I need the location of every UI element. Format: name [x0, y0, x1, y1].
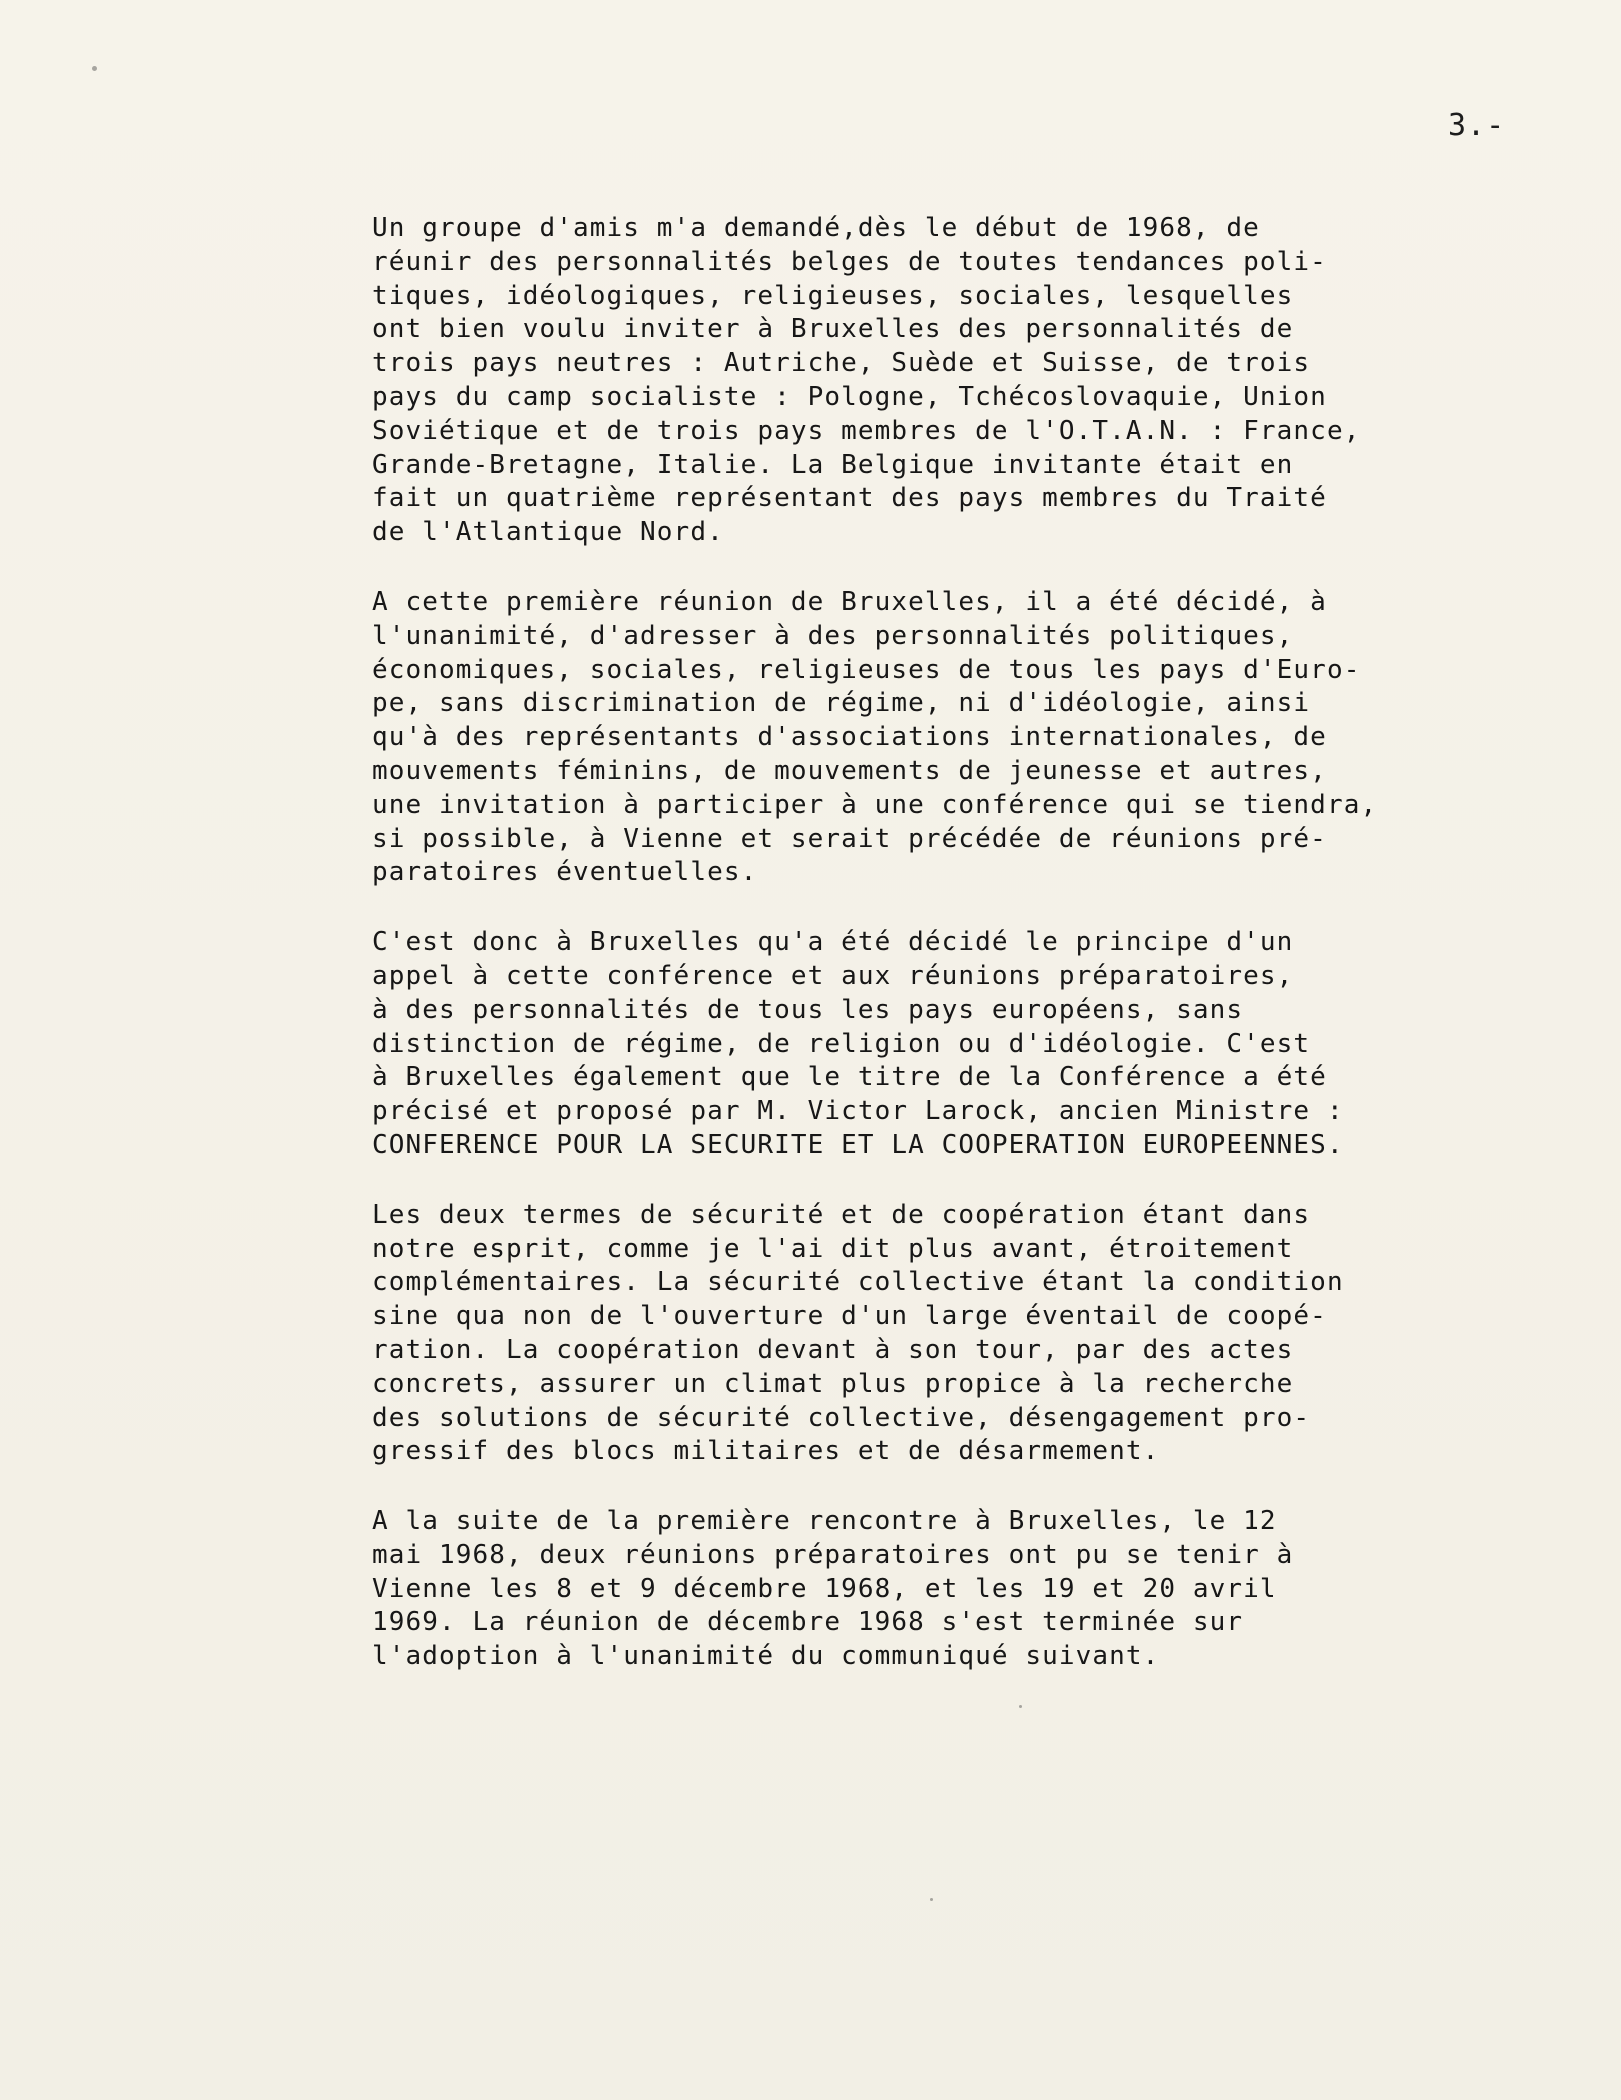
- text-line: mai 1968, deux réunions préparatoires ont pu se tenir à: [372, 1539, 1294, 1570]
- text-line: Grande-Bretagne, Italie. La Belgique invitante était en: [372, 449, 1294, 480]
- text-line: A la suite de la première rencontre à Bruxelles, le 12: [372, 1506, 1277, 1537]
- text-line: économiques, sociales, religieuses de tous les pays d'Euro-: [372, 654, 1361, 685]
- paragraph-1: [372, 212, 1592, 550]
- text-line: gressif des blocs militaires et de désarmement.: [372, 1436, 1160, 1467]
- text-line: Soviétique et de trois pays membres de l'O.T.A.N. : France,: [372, 415, 1361, 446]
- text-line: sine qua non de l'ouverture d'un large éventail de coopé-: [372, 1301, 1327, 1332]
- text-line: 1969. La réunion de décembre 1968 s'est terminée sur: [372, 1607, 1244, 1638]
- text-line: l'adoption à l'unanimité du communiqué suivant.: [372, 1641, 1160, 1672]
- text-line: de l'Atlantique Nord.: [372, 517, 724, 548]
- paragraph-4: [372, 1199, 1592, 1469]
- text-line: notre esprit, comme je l'ai dit plus avant, étroitement: [372, 1233, 1294, 1264]
- paragraph-5: [372, 1505, 1592, 1674]
- text-line: paratoires éventuelles.: [372, 857, 758, 888]
- text-line: fait un quatrième représentant des pays membres du Traité: [372, 483, 1327, 514]
- text-line: Vienne les 8 et 9 décembre 1968, et les 19 et 20 avril: [372, 1573, 1277, 1604]
- text-line: pe, sans discrimination de régime, ni d'idéologie, ainsi: [372, 688, 1311, 719]
- document-body: [372, 212, 1592, 1710]
- text-line: réunir des personnalités belges de toutes tendances poli-: [372, 246, 1327, 277]
- text-line: l'unanimité, d'adresser à des personnalités politiques,: [372, 620, 1294, 651]
- page-number: 3.-: [1448, 108, 1506, 143]
- text-line: concrets, assurer un climat plus propice à la recherche: [372, 1368, 1294, 1399]
- paper-speck: [92, 66, 97, 71]
- text-line: une invitation à participer à une conférence qui se tiendra,: [372, 789, 1378, 820]
- paper-speck: [930, 1898, 933, 1901]
- text-line: tiques, idéologiques, religieuses, sociales, lesquelles: [372, 280, 1294, 311]
- text-line: des solutions de sécurité collective, désengagement pro-: [372, 1402, 1311, 1433]
- paragraph-2: [372, 586, 1592, 890]
- text-line: à des personnalités de tous les pays européens, sans: [372, 994, 1244, 1025]
- text-line: à Bruxelles également que le titre de la Conférence a été: [372, 1062, 1327, 1093]
- text-line: appel à cette conférence et aux réunions préparatoires,: [372, 960, 1294, 991]
- paragraph-3: [372, 926, 1592, 1163]
- text-line: Un groupe d'amis m'a demandé,dès le début de 1968, de: [372, 213, 1260, 243]
- text-line: C'est donc à Bruxelles qu'a été décidé le principe d'un: [372, 927, 1294, 958]
- text-line: complémentaires. La sécurité collective étant la condition: [372, 1267, 1344, 1298]
- text-line: précisé et proposé par M. Victor Larock, ancien Ministre :: [372, 1096, 1344, 1127]
- text-line: mouvements féminins, de mouvements de jeunesse et autres,: [372, 755, 1327, 786]
- text-line: CONFERENCE POUR LA SECURITE ET LA COOPERATION EUROPEENNES.: [372, 1129, 1344, 1160]
- text-line: qu'à des représentants d'associations internationales, de: [372, 722, 1327, 753]
- text-line: trois pays neutres : Autriche, Suède et Suisse, de trois: [372, 348, 1311, 379]
- text-line: distinction de régime, de religion ou d'idéologie. C'est: [372, 1028, 1311, 1059]
- text-line: ration. La coopération devant à son tour, par des actes: [372, 1334, 1294, 1365]
- text-line: si possible, à Vienne et serait précédée de réunions pré-: [372, 823, 1327, 854]
- text-line: A cette première réunion de Bruxelles, il a été décidé, à: [372, 586, 1327, 617]
- text-line: pays du camp socialiste : Pologne, Tchécoslovaquie, Union: [372, 381, 1327, 412]
- text-line: ont bien voulu inviter à Bruxelles des personnalités de: [372, 314, 1294, 345]
- text-line: Les deux termes de sécurité et de coopération étant dans: [372, 1199, 1311, 1230]
